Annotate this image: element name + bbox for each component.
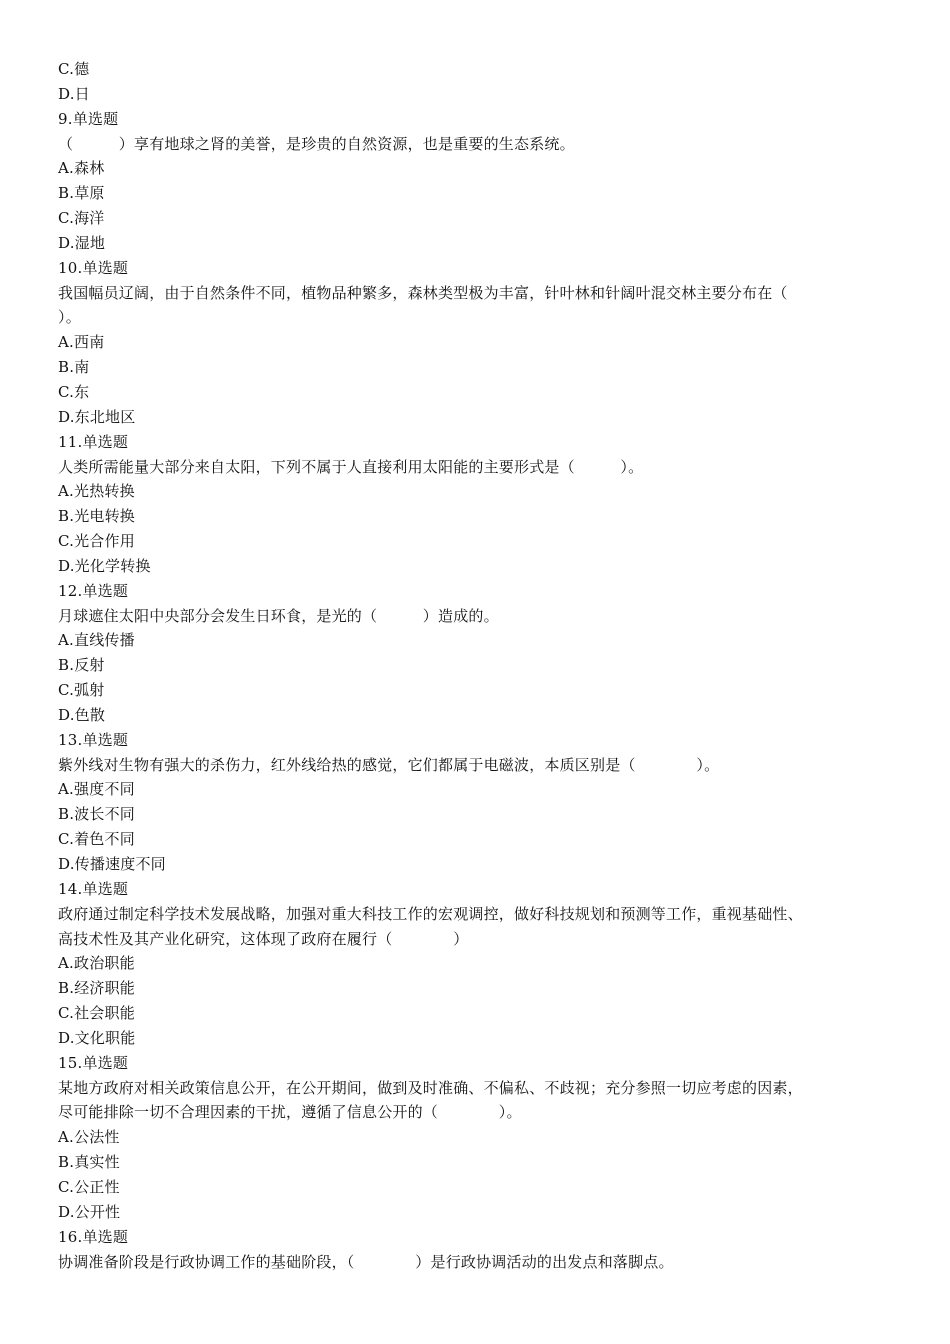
answer-option: A.直线传播 bbox=[58, 631, 135, 650]
answer-option: B.经济职能 bbox=[58, 979, 135, 998]
question-text: 我国幅员辽阔，由于自然条件不同，植物品种繁多，森林类型极为丰富，针叶林和针阔叶混交林主要分布在（ bbox=[58, 283, 788, 302]
question-header: 14.单选题 bbox=[58, 879, 129, 898]
answer-option: C.东 bbox=[58, 382, 90, 401]
answer-option: D.东北地区 bbox=[58, 407, 136, 426]
answer-option: C.着色不同 bbox=[58, 830, 135, 849]
answer-option: B.南 bbox=[58, 358, 90, 377]
answer-option: D.传播速度不同 bbox=[58, 855, 166, 873]
question-header: 12.单选题 bbox=[58, 581, 129, 600]
answer-option: A.光热转换 bbox=[58, 482, 135, 501]
question-text: 人类所需能量大部分来自太阳，下列不属于人直接利用太阳能的主要形式是（ ）。 bbox=[58, 457, 644, 476]
answer-option: C.德 bbox=[58, 60, 90, 78]
exam-page bbox=[58, 57, 878, 1274]
answer-option: B.草原 bbox=[58, 184, 105, 203]
answer-option: A.强度不同 bbox=[58, 780, 135, 799]
question-header: 9.单选题 bbox=[58, 109, 119, 128]
answer-option: C.弧射 bbox=[58, 681, 105, 700]
answer-option: D.文化职能 bbox=[58, 1028, 136, 1047]
answer-option: C.社会职能 bbox=[58, 1004, 135, 1023]
answer-option: A.政治职能 bbox=[58, 954, 135, 973]
question-header: 15.单选题 bbox=[58, 1053, 129, 1072]
answer-option: C.公正性 bbox=[58, 1177, 120, 1196]
answer-option: D.色散 bbox=[58, 705, 106, 724]
question-text: 某地方政府对相关政策信息公开，在公开期间，做到及时准确、不偏私、不歧视；充分参照一切应考虑的因素， bbox=[58, 1078, 803, 1097]
answer-option: D.光化学转换 bbox=[58, 556, 151, 575]
question-text: 政府通过制定科学技术发展战略，加强对重大科技工作的宏观调控，做好科技规划和预测等工作，重视基础性、 bbox=[58, 904, 803, 923]
answer-option: B.波长不同 bbox=[58, 805, 135, 824]
answer-option: B.真实性 bbox=[58, 1153, 120, 1172]
question-text: 尽可能排除一切不合理因素的干扰，遵循了信息公开的（ ）。 bbox=[58, 1103, 522, 1122]
answer-option: A.公法性 bbox=[58, 1128, 120, 1147]
question-header: 10.单选题 bbox=[58, 258, 129, 277]
question-text: ）。 bbox=[58, 308, 81, 327]
answer-option: C.光合作用 bbox=[58, 532, 135, 551]
answer-option: D.日 bbox=[58, 84, 90, 103]
answer-option: D.湿地 bbox=[58, 233, 106, 252]
question-text: 高技术性及其产业化研究，这体现了政府在履行（ ） bbox=[58, 929, 469, 948]
question-text: 协调准备阶段是行政协调工作的基础阶段，（ ）是行政协调活动的出发点和落脚点。 bbox=[58, 1252, 674, 1271]
answer-option: D.公开性 bbox=[58, 1202, 121, 1221]
answer-option: C.海洋 bbox=[58, 209, 105, 228]
answer-option: A.西南 bbox=[58, 333, 105, 352]
answer-option: A.森林 bbox=[58, 159, 105, 178]
answer-option: B.反射 bbox=[58, 656, 105, 675]
answer-option: B.光电转换 bbox=[58, 507, 135, 526]
question-header: 16.单选题 bbox=[58, 1227, 129, 1246]
question-header: 13.单选题 bbox=[58, 730, 129, 749]
question-text: 月球遮住太阳中央部分会发生日环食，是光的（ ）造成的。 bbox=[58, 606, 499, 625]
question-header: 11.单选题 bbox=[58, 432, 129, 451]
question-text: （ ）享有地球之肾的美誉，是珍贵的自然资源，也是重要的生态系统。 bbox=[58, 134, 575, 153]
question-text: 紫外线对生物有强大的杀伤力，红外线给热的感觉，它们都属于电磁波，本质区别是（ ）。 bbox=[58, 755, 720, 774]
